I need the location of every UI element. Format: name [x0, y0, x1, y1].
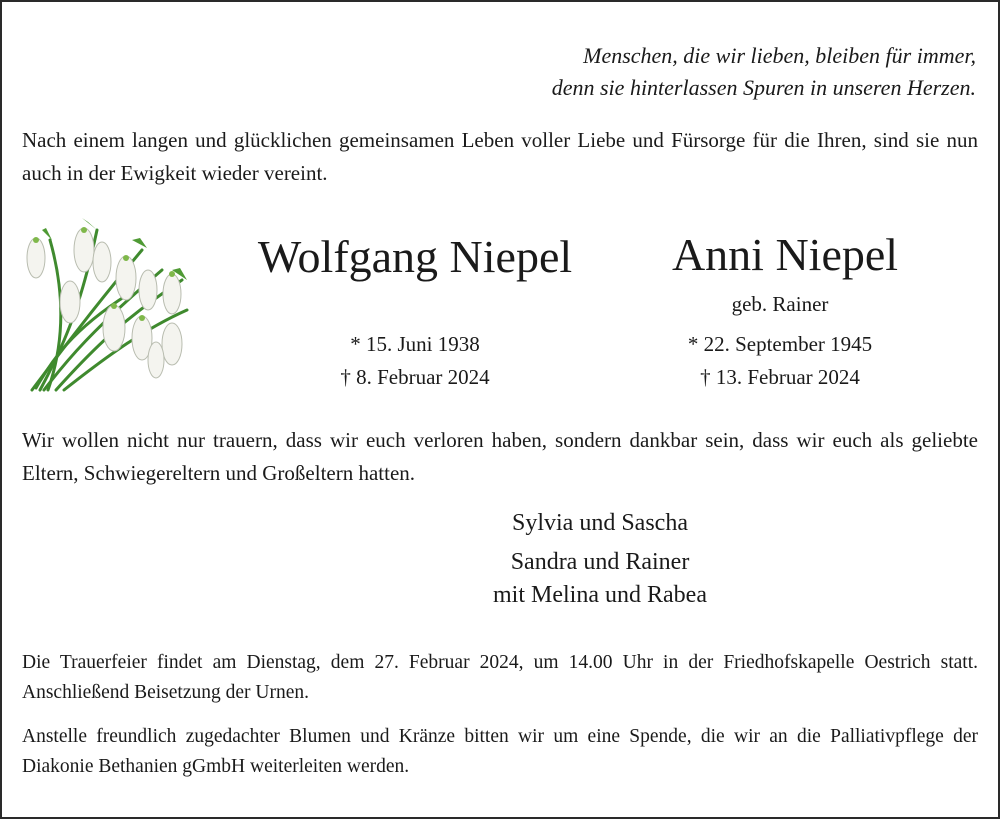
funeral-info: Die Trauerfeier findet am Dienstag, dem 27. Februar 2024, um 14.00 Uhr in der Friedhofskapelle Oestrich statt. Anschließend Beisetzung der Urnen.	[22, 652, 978, 703]
person-1-name: Wolfgang Niepel	[257, 231, 573, 282]
person-1-birth-date: * 15. Juni 1938	[350, 332, 480, 356]
mourning-message: Wir wollen nicht nur trauern, dass wir euch verloren haben, sondern dankbar sein, dass wir euch als geliebte Eltern, Schwiegereltern und Großeltern hatten.	[22, 428, 978, 485]
family-line-1: Sylvia und Sascha	[512, 510, 688, 536]
family-line-3: mit Melina und Rabea	[493, 582, 707, 608]
person-2-birth-date: * 22. September 1945	[687, 332, 873, 356]
donation-request: Anstelle freundlich zugedachter Blumen und Kränze bitten wir um eine Spende, die wir an die Palliativpflege der Diakonie Bethanien gGmbH weiterleiten werden.	[22, 726, 978, 777]
memorial-quote	[552, 40, 976, 104]
person-2-maiden-name: geb. Rainer	[731, 292, 829, 316]
family-line-2: Sandra und Rainer	[510, 549, 690, 575]
person-2-death-date: † 13. Februar 2024	[700, 365, 860, 389]
intro-paragraph: Nach einem langen und glücklichen gemeinsamen Leben voller Liebe und Fürsorge für die Ihren, sind sie nun auch in der Ewigkeit wieder vereint.	[22, 128, 978, 185]
person-1-death-date: † 8. Februar 2024	[340, 365, 490, 389]
snowdrop-flowers-image	[22, 210, 192, 394]
person-2-name: Anni Niepel	[671, 229, 899, 280]
quote-line-1: Menschen, die wir lieben, bleiben für immer,	[583, 43, 976, 68]
quote-line-2: denn sie hinterlassen Spuren in unseren Herzen.	[551, 75, 976, 100]
